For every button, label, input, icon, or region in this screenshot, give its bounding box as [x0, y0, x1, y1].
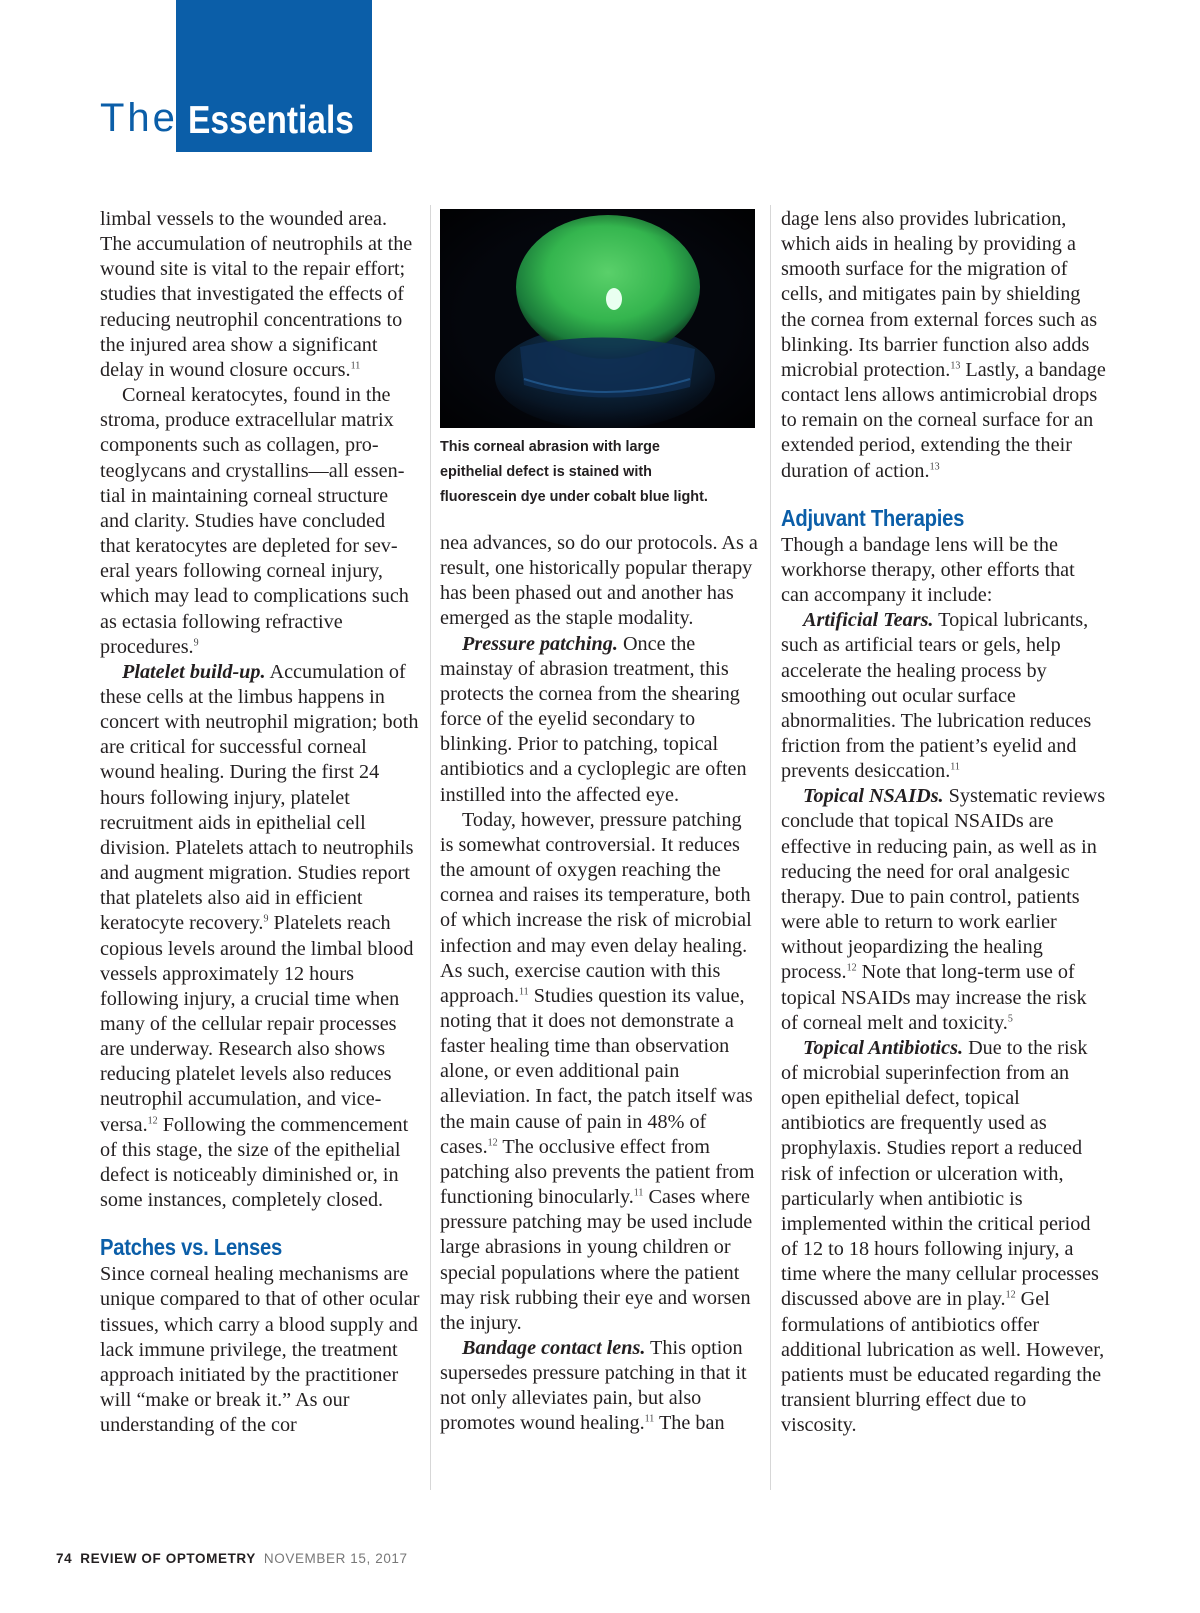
run-in-heading: Pressure patching. [462, 632, 618, 655]
run-in-heading: Bandage contact lens. [462, 1337, 646, 1359]
run-in-heading: Topical NSAIDs. [803, 785, 944, 808]
paragraph: Topical Antibiotics. Due to the risk of microbial superinfection from an open epithelial defect, topical antibiotics are frequently used as prophylaxis. Studies report a reduced risk of infection or ulceration with, particularly when antibiotic is implemented within the critical period of 12 to 18 hours following injury, a time where the many cellular processes discussed above are in play.$^{12}$ Gel formulations of antibiotics offer additional lubrication as well. However, patients must be educated regarding the transient blurring effect due to viscosity. [781, 1036, 1105, 1437]
reference-mark: 11 [644, 1413, 655, 1425]
reference-mark: 9 [193, 636, 199, 648]
paragraph: Though a bandage lens will be the workhorse therapy, other efforts that can accompany it include: [781, 533, 1075, 607]
paragraph: Bandage contact lens. This option supersedes pressure patching in that it not only alleviates pain, but also promotes wound healing.$^{11}$ The ban [440, 1337, 747, 1435]
corneal-abrasion-photo [440, 209, 755, 428]
run-in-heading: Platelet build-up. [122, 660, 266, 683]
run-in-heading: Topical Antibiotics. [803, 1036, 964, 1059]
reference-mark: 5 [1007, 1012, 1013, 1024]
reference-mark: 12 [147, 1114, 158, 1126]
paragraph: dage lens also provides lubrication, which aids in healing by providing a smooth surface for the migration of cells, and mitigates pain by shielding the cornea from external forces such as blinking. Its barrier function also adds microbial protection.$^{13}$ Lastly, a bandage contact lens allows antimicrobial drops to remain on the corneal surface for an extended period, extending the their duration of action.$^{13}$ [781, 208, 1106, 482]
article-column-2 [440, 531, 760, 1437]
column-rule-left [430, 205, 431, 1490]
reference-mark: 9 [263, 913, 269, 925]
subheading-patches-vs-lenses: Patches vs. Lenses [100, 1234, 283, 1261]
paragraph: Today, however, pressure patching is somewhat controversial. It reduces the amount of oxygen reaching the cornea and raises its temperature, both of which increase the risk of microbial infection and may even delay healing. As such, exercise caution with this approach.$^{11}$ Studies question its value, noting that it does not demonstrate a faster healing time than observation alone, or even additional pain alleviation. In fact, the patch itself was the main cause of pain in 48% of cases.$^{12}$ The occlusive effect from patching also prevents the patient from functioning binocularly.$^{11}$ Cases where pressure patching may be used include large abrasions in young children or special populations where the patient may risk rubbing their eye and worsen the injury. [440, 808, 755, 1334]
paragraph: Artificial Tears. Topical lubricants, such as artificial tears or gels, help accelerate the healing process by smoothing out ocular surface abnormalities. The lubrication reduces friction from the patient’s eyelid and prevents desiccation.$^{11}$ [781, 609, 1092, 783]
section-title-the: The [100, 96, 178, 140]
reference-mark: 11 [519, 986, 529, 998]
reference-mark: 13 [929, 460, 940, 472]
paragraph: Since corneal healing mechanisms are unique compared to that of other ocular tissues, which carry a blood supply and lack immune privilege, the treatment approach initiated by the practitioner will “make or break it.” As our understanding of the cor [100, 1263, 420, 1437]
page-footer [56, 1551, 408, 1566]
paragraph: Corneal keratocytes, found in the stroma, produce extracellular matrix components such as collagen, proteoglycans and crystallins—all essential in maintaining corneal structure and clarity. Studies have concluded that keratocytes are depleted for several years following corneal injury, which may lead to complications such as ectasia following refractive procedures.$^9$ [100, 384, 409, 658]
paragraph: limbal vessels to the wounded area. The accumulation of neutrophils at the wound site is vital to the repair effort; studies that investigated the effects of reducing neutrophil concentrations to the injured area show a significant delay in wound closure occurs.$^{11}$ [100, 208, 413, 381]
reference-mark: 11 [633, 1187, 644, 1199]
article-column-3 [781, 207, 1106, 1438]
reference-mark: 12 [487, 1137, 498, 1149]
paragraph: Platelet build-up. Accumulation of these cells at the limbus happens in concert with neutrophil migration; both are critical for successful corneal wound healing. During the first 24 hours following injury, platelet recruitment aids in epithelial cell division. Platelets attach to neutrophils and augment migration. Studies report that platelets also aid in efficient keratocyte recovery.$^9$ Platelets reach copious levels around the limbal blood vessels approximately 12 hours following injury, a crucial time when many of the cellular repair processes are underway. Research also shows reducing platelet levels also reduces neutrophil accumulation, and vice-versa.$^{12}$ Following the commencement of this stage, the size of the epithelial defect is noticeably diminished or, in some instances, completely closed. [100, 660, 419, 1212]
reference-mark: 12 [846, 962, 857, 974]
reference-mark: 13 [950, 360, 961, 372]
paragraph: Pressure patching. Once the mainstay of abrasion treatment, this protects the cornea from the shearing force of the eyelid secondary to blinking. Prior to patching, topical antibiotics and a cycloplegic are often instilled into the affected eye. [440, 632, 747, 806]
column-rule-right [770, 205, 771, 1490]
reference-mark: 12 [1005, 1289, 1016, 1301]
section-title-essentials: Essentials [188, 99, 354, 142]
figure-caption: This corneal abrasion with large epithelial defect is stained with fluorescein dye under cobalt blue light. [440, 439, 708, 505]
article-column-1 [100, 207, 420, 1438]
reference-mark: 11 [950, 761, 960, 773]
paragraph: Topical NSAIDs. Systematic reviews conclude that topical NSAIDs are effective in reducing pain, as well as in reducing the need for oral analgesic therapy. Due to pain control, patients were able to return to work earlier without jeopardizing the healing process.$^{12}$ Note that long-term use of topical NSAIDs may increase the risk of corneal melt and toxicity.$^5$ [781, 785, 1106, 1034]
subheading-adjuvant-therapies: Adjuvant Therapies [781, 504, 965, 531]
page-number: 74 [56, 1551, 73, 1566]
reference-mark: 11 [350, 360, 361, 372]
magazine-name: REVIEW OF OPTOMETRY [80, 1551, 256, 1566]
paragraph: nea advances, so do our protocols. As a result, one historically popular therapy has been phased out and another has emerged as the staple modality. [440, 532, 758, 630]
run-in-heading: Artificial Tears. [803, 609, 934, 632]
issue-date: NOVEMBER 15, 2017 [263, 1551, 408, 1566]
